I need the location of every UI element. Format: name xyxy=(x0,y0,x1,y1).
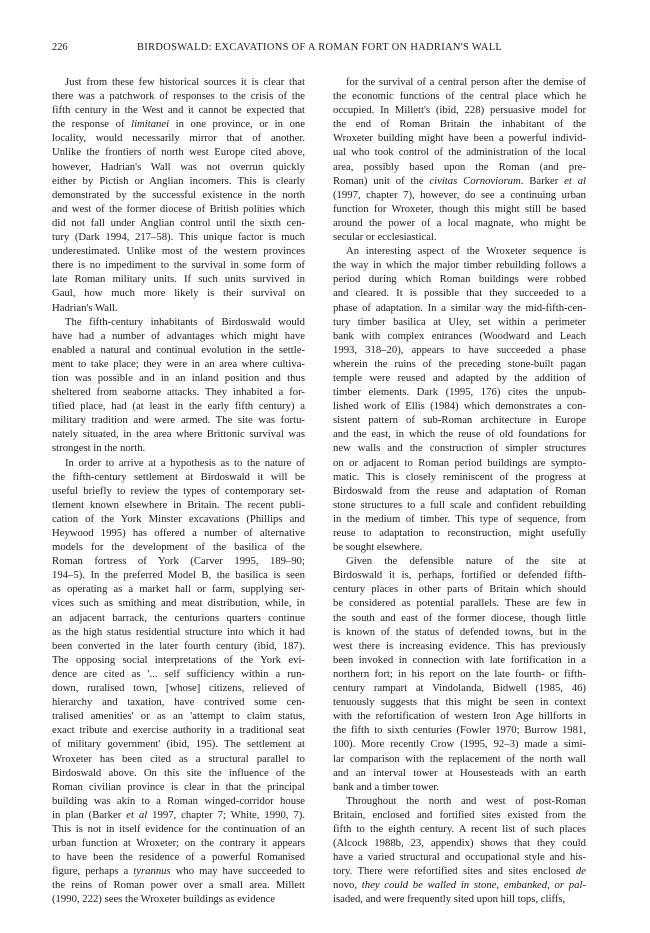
text-line: and cleared. It is possible that they succeeded to a xyxy=(333,287,586,300)
text-line: on or adjacent to Roman period buildings are sympto- xyxy=(333,456,586,469)
text-line: figure, perhaps a tyrannus who may have succeeded to xyxy=(52,865,305,878)
text-line: as the high status residential structure into which it had xyxy=(52,625,305,638)
text-line: function for Wroxeter, though this might still be based xyxy=(333,202,586,215)
running-title: BIRDOSWALD: EXCAVATIONS OF A ROMAN FORT ON HADRIAN'S WALL xyxy=(137,42,503,53)
text-line: bank with complex entrances (Woodward and Leach xyxy=(333,329,586,342)
text-line: (1997, chapter 7), however, do see a continuing urban xyxy=(333,188,586,201)
text-line: the reins of Roman power over a small area. Millett xyxy=(52,879,305,892)
text-line: the end of Roman Britain the inhabitant of the xyxy=(333,118,586,131)
text-line: military tradition and were armed. The site was fortu- xyxy=(52,414,305,427)
text-line: and the east, in which the reuse of old foundations for xyxy=(333,428,586,441)
text-line: the economic functions of the central place which he xyxy=(333,90,586,103)
text-line: century rampart at Vindolanda, Bidwell (1985, 46) xyxy=(333,682,586,695)
text-line: tlement known elsewhere in Britain. The recent publi- xyxy=(52,498,305,511)
text-line: The opposing social interpretations of the York evi- xyxy=(52,653,305,666)
paragraph xyxy=(333,244,586,554)
text-line: been converted in the later fourth century (ibid, 187). xyxy=(52,639,305,652)
text-line: fifth century in the West and it cannot be expected that xyxy=(52,104,305,117)
text-line: late Roman military units. If such units survived in xyxy=(52,273,305,286)
text-line: Heywood 1995) has offered a number of alternative xyxy=(52,527,305,539)
text-line: Roman civilian province is clear in that the principal xyxy=(52,780,305,793)
text-line: (Alcock 1988b, 23, appendix) shows that they could xyxy=(333,837,586,850)
text-line: ual who took control of the administration of the local xyxy=(333,146,586,159)
text-line: An interesting aspect of the Wroxeter sequence is xyxy=(346,245,586,258)
text-line: (1990, 222) sees the Wroxeter buildings as evidence xyxy=(52,893,276,906)
paragraph xyxy=(52,315,305,456)
text-line: secular or ecclesiastical. xyxy=(333,231,437,244)
text-line: did not fall under Anglian control until the sixth cen- xyxy=(52,216,305,229)
text-line: period during which Roman buildings were robbed xyxy=(333,273,586,286)
paragraph xyxy=(52,75,305,315)
text-line: tified place, had (at least in the early fifth century) a xyxy=(52,400,305,413)
text-line: underestimated. Unlike most of the western provinces xyxy=(52,245,305,258)
text-line: Wroxeter has been cited as a structural parallel to xyxy=(52,752,305,765)
text-line: Birdoswald it is, perhaps, fortified or defended fifth- xyxy=(333,569,586,582)
text-line: wherein the ruins of the preceding stone-built pagan xyxy=(333,357,586,370)
text-line: in plan (Barker et al 1997, chapter 7; White, 1990, 7). xyxy=(52,808,305,821)
text-line: ment to take place; they were in an area where cultiva- xyxy=(52,357,305,370)
text-line: and an interval tower at Housesteads with an earth xyxy=(333,766,586,779)
text-line: models for the development of the basilica of the xyxy=(52,541,305,554)
text-line: and west of the former diocese of British polities which xyxy=(52,202,305,215)
text-column-right xyxy=(333,75,586,907)
text-line: with the refortification of western Iron Age hillforts in xyxy=(333,710,586,723)
text-line: been invoked in connection with late fortification in a xyxy=(333,653,586,666)
paragraph xyxy=(333,794,586,907)
text-line: useful briefly to review the types of contemporary set- xyxy=(52,484,305,497)
text-line: Gaul, how much more likely is their survival on xyxy=(52,287,305,300)
text-line: tralised amenities' or as an 'attempt to claim status, xyxy=(52,710,305,723)
text-line: Roman) unit of the civitas Cornoviorum. Barker et al xyxy=(333,174,586,187)
text-line: Roman fortress of York (Carver 1995, 189–90; xyxy=(52,555,305,568)
text-line: 100). More recently Crow (1995, 92–3) made a simi- xyxy=(333,738,586,751)
text-line: demonstrated by the successful existence in the north xyxy=(52,188,305,201)
text-line: Birdoswald from the reuse and adaptation of Roman xyxy=(333,484,586,497)
text-line: timber elements. Dark (1995, 176) cites the unpub- xyxy=(333,386,586,399)
text-line: temple were reused and adapted by the addition of xyxy=(333,371,586,384)
running-header xyxy=(0,42,650,62)
text-line: tury (Dark 1994, 217–58). This unique factor is much xyxy=(52,231,305,244)
text-line: as operating as a market hall or farm, supplying ser- xyxy=(52,583,305,596)
text-line: Birdoswald above. On this site the influence of the xyxy=(52,766,305,779)
text-line: enabled a natural and continual evolution in the settle- xyxy=(52,343,305,356)
text-line: however, Hadrian's Wall was not overrun quickly xyxy=(52,160,305,173)
text-line: either by Pictish or Anglian incomers. This is clearly xyxy=(52,174,305,187)
text-line: new walls and the construction of simpler structures xyxy=(333,442,586,455)
text-line: bank and a timber tower. xyxy=(333,780,439,793)
text-line: In order to arrive at a hypothesis as to the nature of xyxy=(65,456,305,469)
text-line: Throughout the north and west of post-Roman xyxy=(346,794,586,807)
text-line: sheltered from seaborne attacks. They inhabited a for- xyxy=(52,386,305,399)
text-line: This is not in itself evidence for the continuation of an xyxy=(52,822,305,835)
text-line: occupied. In Millett's (ibid, 228) persuasive model for xyxy=(333,104,586,117)
text-line: locality, would necessarily mirror that of another. xyxy=(52,132,305,145)
text-line: Just from these few historical sources it is clear that xyxy=(65,76,305,88)
text-line: strongest in the north. xyxy=(52,442,146,455)
text-line: tory. There were refortified sites and sites enclosed de xyxy=(333,865,586,878)
text-line: the fifth to sixth centuries (Fowler 1970; Burrow 1981, xyxy=(333,724,586,737)
text-line: reuse to adaptation to reconstruction, might usefully xyxy=(333,527,586,539)
text-line: of military government' (ibid, 195). The settlement at xyxy=(52,738,305,751)
text-line: tury timber basilica at Uley, set within a perimeter xyxy=(333,315,586,328)
text-line: phase of adaptation. In a similar way the mid-fifth-cen- xyxy=(333,301,586,314)
text-line: for the survival of a central person after the demise of xyxy=(346,76,586,88)
page-number: 226 xyxy=(52,42,68,53)
text-line: cation of the York Minster excavations (Phillips and xyxy=(52,512,305,525)
text-line: dence are cited as '... self sufficiency within a run- xyxy=(52,667,305,680)
text-line: there was a patchwork of responses to the crisis of the xyxy=(52,90,305,103)
paragraph xyxy=(52,456,305,907)
text-line: the way in which the major timber rebuilding follows a xyxy=(333,259,586,272)
text-line: have had a number of advantages which might have xyxy=(52,329,305,342)
paragraph xyxy=(333,75,586,244)
text-line: west there is increasing evidence. This has previously xyxy=(333,639,586,652)
text-line: 1993, 318–20), appears to have succeeded a phase xyxy=(333,343,586,356)
text-line: down, ruralised town, [whose] citizens, relieved of xyxy=(52,682,305,695)
text-line: matic. This is closely reminiscent of the progress at xyxy=(333,470,586,483)
text-line: nately situated, in the area where Brittonic survival was xyxy=(52,428,305,441)
text-line: area, possibly based upon the Roman (and pre- xyxy=(333,160,586,173)
text-line: Britain, enclosed and fortified sites existed from the xyxy=(333,808,586,821)
text-line: be sought elsewhere. xyxy=(333,541,423,554)
text-line: Given the defensible nature of the site at xyxy=(346,555,586,568)
text-line: tion was possible and in an inland position and thus xyxy=(52,371,305,384)
text-line: stone structures to a full scale and confident rebuilding xyxy=(333,498,586,511)
text-line: northern fort; in his report on the late fourth- or fifth- xyxy=(333,667,586,680)
text-line: Hadrian's Wall. xyxy=(52,301,118,314)
text-line: have a varied structural and occupational style and his- xyxy=(333,851,586,864)
text-line: building was akin to a Roman winged-corridor house xyxy=(52,794,305,807)
text-line: Unlike the frontiers of north west Europe cited above, xyxy=(52,146,305,159)
text-line: the response of limitanei in one province, or in one xyxy=(52,118,305,131)
text-line: The fifth-century inhabitants of Birdoswald would xyxy=(65,315,305,328)
text-line: be considered as potential parallels. These are few in xyxy=(333,597,586,610)
text-line: tenuously suggests that this might be seen in context xyxy=(333,696,586,709)
text-line: Wroxeter building might have been a powerful individ- xyxy=(333,132,586,145)
text-line: in the medium of timber. This type of sequence, from xyxy=(333,512,586,525)
text-line: there is no impediment to the survival in some form of xyxy=(52,259,305,272)
text-line: is known of the status of defended towns, but in the xyxy=(333,625,586,638)
text-line: hierarchy and taxation, have contrived some cen- xyxy=(52,696,305,709)
text-line: 194–5). In the preferred Model B, the basilica is seen xyxy=(52,569,305,582)
text-line: exact tribute and exercise authority in a traditional seat xyxy=(52,724,305,737)
text-line: fifth to the eighth century. A recent list of such places xyxy=(333,822,586,835)
text-line: urban function at Wroxeter; on the contrary it appears xyxy=(52,837,305,850)
text-line: the south and east of the former diocese, though little xyxy=(333,611,586,624)
text-line: isaded, and were frequently sited upon hill tops, cliffs, xyxy=(333,893,566,906)
paragraph xyxy=(333,554,586,794)
text-line: novo, they could be walled in stone, embanked, or pal- xyxy=(333,879,586,892)
text-line: sistent pattern of sub-Roman architecture in Europe xyxy=(333,414,586,427)
text-line: lished work of Ellis (1984) which demonstrates a con- xyxy=(333,400,586,413)
text-column-left xyxy=(52,75,305,907)
text-line: vices such as smithing and meat distribution, while, in xyxy=(52,597,305,610)
text-line: century places in other parts of Britain which should xyxy=(333,583,586,596)
text-line: an adjacent barrack, the centurions quarters continue xyxy=(52,611,305,624)
text-line: around the power of a local magnate, who might be xyxy=(333,216,586,229)
text-line: the fifth-century settlement at Birdoswald it will be xyxy=(52,470,305,483)
text-line: to have been the residence of a powerful Romanised xyxy=(52,851,305,864)
text-line: lar comparison with the replacement of the north wall xyxy=(333,752,586,765)
